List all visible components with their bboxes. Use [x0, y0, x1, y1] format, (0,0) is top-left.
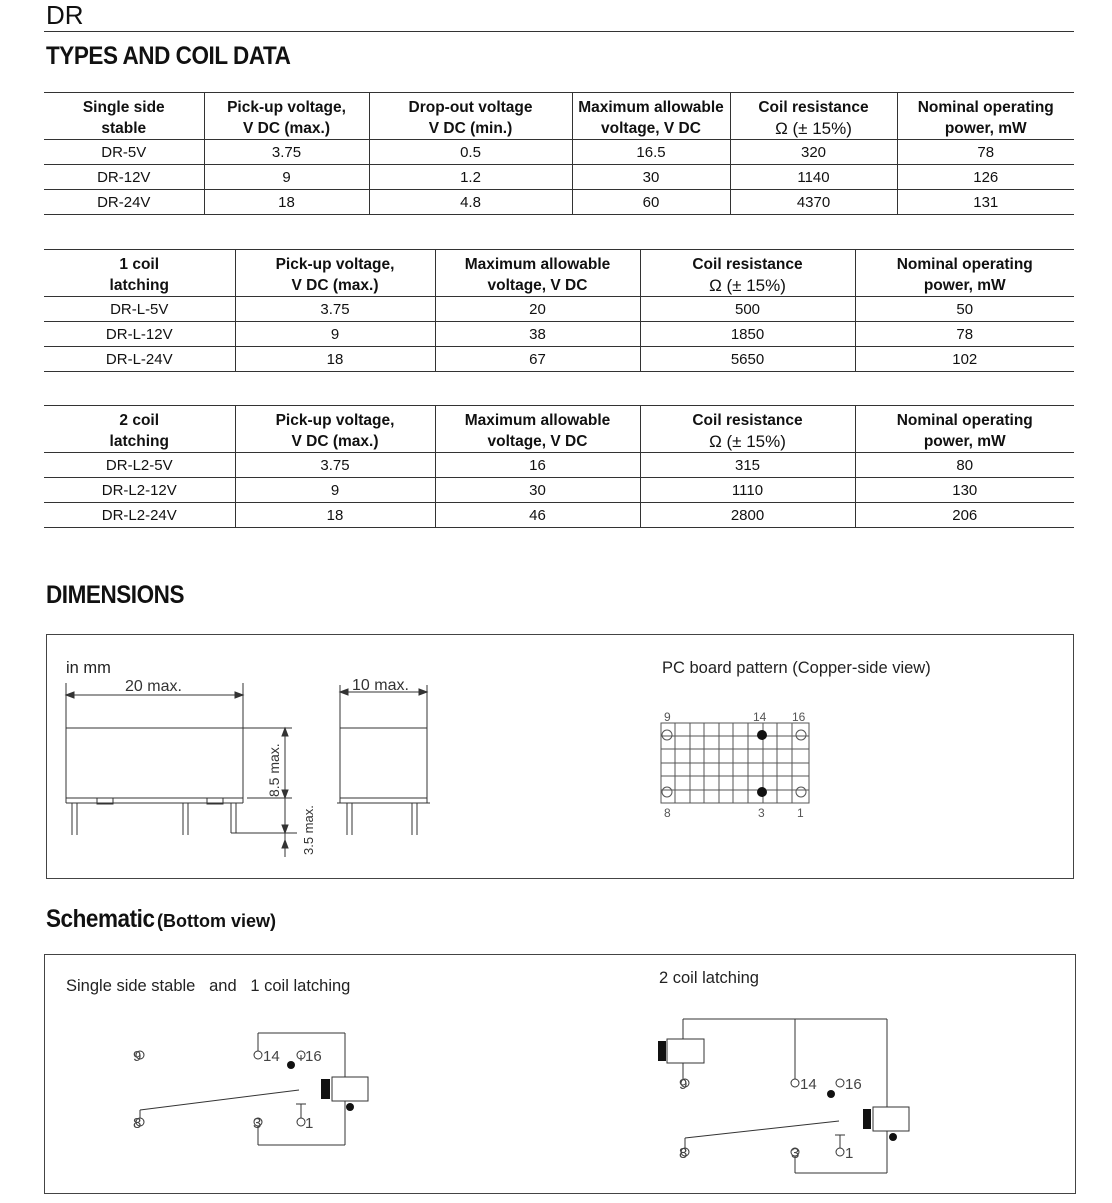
- table-cell: DR-12V: [44, 165, 204, 190]
- dim-height-text: 8.5 max.: [266, 743, 282, 797]
- table-cell: 3.75: [235, 297, 435, 322]
- table-cell: 3.75: [204, 140, 369, 165]
- table-cell: DR-L2-12V: [44, 478, 235, 503]
- column-header: Nominal operating power, mW: [897, 93, 1074, 140]
- column-header: Maximum allowable voltage, V DC: [435, 250, 640, 297]
- table-row: [44, 347, 1074, 372]
- table-cell: 1850: [640, 322, 855, 347]
- pcb-pin-16: 16: [792, 710, 806, 724]
- table-cell: 4370: [730, 190, 897, 215]
- coil-data-table-single-side: [44, 92, 1074, 215]
- sch-right-pin-9: 9: [679, 1076, 688, 1093]
- coil-data-table-2-coil-latching: [44, 405, 1074, 528]
- column-header: Maximum allowable voltage, V DC: [435, 406, 640, 453]
- table-cell: 206: [855, 503, 1074, 528]
- column-header: Pick-up voltage, V DC (max.): [235, 250, 435, 297]
- pcb-pad-3: [757, 787, 767, 797]
- table-cell: 126: [897, 165, 1074, 190]
- table-cell: 16.5: [572, 140, 730, 165]
- table-cell: 78: [897, 140, 1074, 165]
- table-cell: 2800: [640, 503, 855, 528]
- table-row: [44, 322, 1074, 347]
- table-cell: 131: [897, 190, 1074, 215]
- table-row: [44, 503, 1074, 528]
- table-cell: 18: [204, 190, 369, 215]
- sch-right-pin-8: 8: [679, 1145, 688, 1162]
- sch-left-pin-14: 14: [263, 1048, 280, 1065]
- section-title-schematic: Schematic: [46, 905, 155, 933]
- sch-left-pin-3: 3: [253, 1115, 262, 1132]
- document-code: DR: [46, 0, 84, 30]
- table-cell: DR-L2-24V: [44, 503, 235, 528]
- sch-right-pin-16: 16: [845, 1076, 862, 1093]
- dimensions-box: [46, 634, 1074, 879]
- column-header: Single side stable: [82, 99, 165, 137]
- table-cell: 315: [640, 453, 855, 478]
- table-cell: 500: [640, 297, 855, 322]
- pcb-pin-3: 3: [758, 806, 765, 820]
- table-cell: 50: [855, 297, 1074, 322]
- table-cell: 1.2: [369, 165, 572, 190]
- schematic-right-label: 2 coil latching: [659, 969, 759, 987]
- table-cell: 3.75: [235, 453, 435, 478]
- column-header: 1 coil latching: [109, 256, 169, 294]
- pcb-pin-8: 8: [664, 806, 671, 820]
- table-header-row: [44, 93, 1074, 140]
- table-cell: 1110: [640, 478, 855, 503]
- sch-right-pin-1: 1: [845, 1145, 854, 1162]
- table-row: [44, 478, 1074, 503]
- column-header: Coil resistance Ω (± 15%): [640, 250, 855, 297]
- table-row: [44, 165, 1074, 190]
- schematic-heading: [46, 905, 290, 934]
- table-cell: 78: [855, 322, 1074, 347]
- section-title-types: TYPES AND COIL DATA: [46, 42, 291, 70]
- table-row: [44, 453, 1074, 478]
- table-cell: 102: [855, 347, 1074, 372]
- column-header: Nominal operating power, mW: [855, 250, 1074, 297]
- pcb-pin-1: 1: [797, 806, 804, 820]
- sch-left-pin-16: 16: [305, 1048, 322, 1065]
- pcb-pin-9: 9: [664, 710, 671, 724]
- pcb-pad-14: [757, 730, 767, 740]
- pcb-pattern-label: PC board pattern (Copper-side view): [662, 659, 931, 677]
- contact-dot-left: [287, 1061, 295, 1069]
- table-cell: DR-L-24V: [44, 347, 235, 372]
- table-row: [44, 140, 1074, 165]
- table-cell: 46: [435, 503, 640, 528]
- dim-width-text: 10 max.: [352, 677, 409, 694]
- table-cell: DR-L-12V: [44, 322, 235, 347]
- table-cell: 30: [572, 165, 730, 190]
- table-cell: DR-L-5V: [44, 297, 235, 322]
- table-cell: 18: [235, 347, 435, 372]
- table-cell: 130: [855, 478, 1074, 503]
- table-cell: 4.8: [369, 190, 572, 215]
- coil-marker-left: [321, 1079, 330, 1099]
- column-header: Nominal operating power, mW: [855, 406, 1074, 453]
- title-rule: [44, 31, 1074, 32]
- table-cell: DR-L2-5V: [44, 453, 235, 478]
- table-cell: 9: [235, 322, 435, 347]
- sch-right-pin-14: 14: [800, 1076, 817, 1093]
- table-cell: 20: [435, 297, 640, 322]
- table-cell: 67: [435, 347, 640, 372]
- column-header: Pick-up voltage, V DC (max.): [204, 93, 369, 140]
- table-cell: 80: [855, 453, 1074, 478]
- sch-right-pin-3: 3: [791, 1145, 800, 1162]
- table-header-row: [44, 250, 1074, 297]
- table-cell: 18: [235, 503, 435, 528]
- table-cell: 16: [435, 453, 640, 478]
- column-header: Coil resistance Ω (± 15%): [640, 406, 855, 453]
- dim-pin-text: 3.5 max.: [301, 805, 316, 855]
- table-row: [44, 297, 1074, 322]
- column-header: Pick-up voltage, V DC (max.): [235, 406, 435, 453]
- table-cell: 320: [730, 140, 897, 165]
- contact-dot-right: [827, 1090, 835, 1098]
- table-cell: 0.5: [369, 140, 572, 165]
- column-header: 2 coil latching: [109, 412, 169, 450]
- column-header: Coil resistance Ω (± 15%): [730, 93, 897, 140]
- section-title-dimensions: DIMENSIONS: [46, 581, 185, 609]
- sch-left-pin-9: 9: [133, 1048, 142, 1065]
- schematic-drawing: [45, 955, 1075, 1193]
- table-row: [44, 190, 1074, 215]
- table-cell: 30: [435, 478, 640, 503]
- table-header-row: [44, 406, 1074, 453]
- schematic-left-label: Single side stable and 1 coil latching: [66, 977, 351, 995]
- pcb-grid: [661, 723, 809, 803]
- table-cell: 1140: [730, 165, 897, 190]
- table-cell: 60: [572, 190, 730, 215]
- table-cell: 9: [204, 165, 369, 190]
- table-cell: 9: [235, 478, 435, 503]
- schematic-box: [44, 954, 1076, 1194]
- dimension-drawing: [47, 635, 1073, 878]
- table-cell: DR-5V: [44, 140, 204, 165]
- column-header: Maximum allowable voltage, V DC: [572, 93, 730, 140]
- table-cell: 5650: [640, 347, 855, 372]
- schematic-note: (Bottom view): [157, 911, 277, 931]
- coil-data-table-1-coil-latching: [44, 249, 1074, 372]
- table-cell: 38: [435, 322, 640, 347]
- dim-length-text: 20 max.: [125, 678, 182, 695]
- sch-left-pin-1: 1: [305, 1115, 314, 1132]
- polarity-dot-left: [346, 1103, 354, 1111]
- pcb-pin-14: 14: [753, 710, 767, 724]
- unit-label: in mm: [66, 659, 111, 677]
- table-cell: DR-24V: [44, 190, 204, 215]
- coil-marker-right-top: [658, 1041, 666, 1061]
- polarity-dot-right: [889, 1133, 897, 1141]
- column-header: Drop-out voltage V DC (min.): [369, 93, 572, 140]
- coil-marker-right-bottom: [863, 1109, 871, 1129]
- sch-left-pin-8: 8: [133, 1115, 142, 1132]
